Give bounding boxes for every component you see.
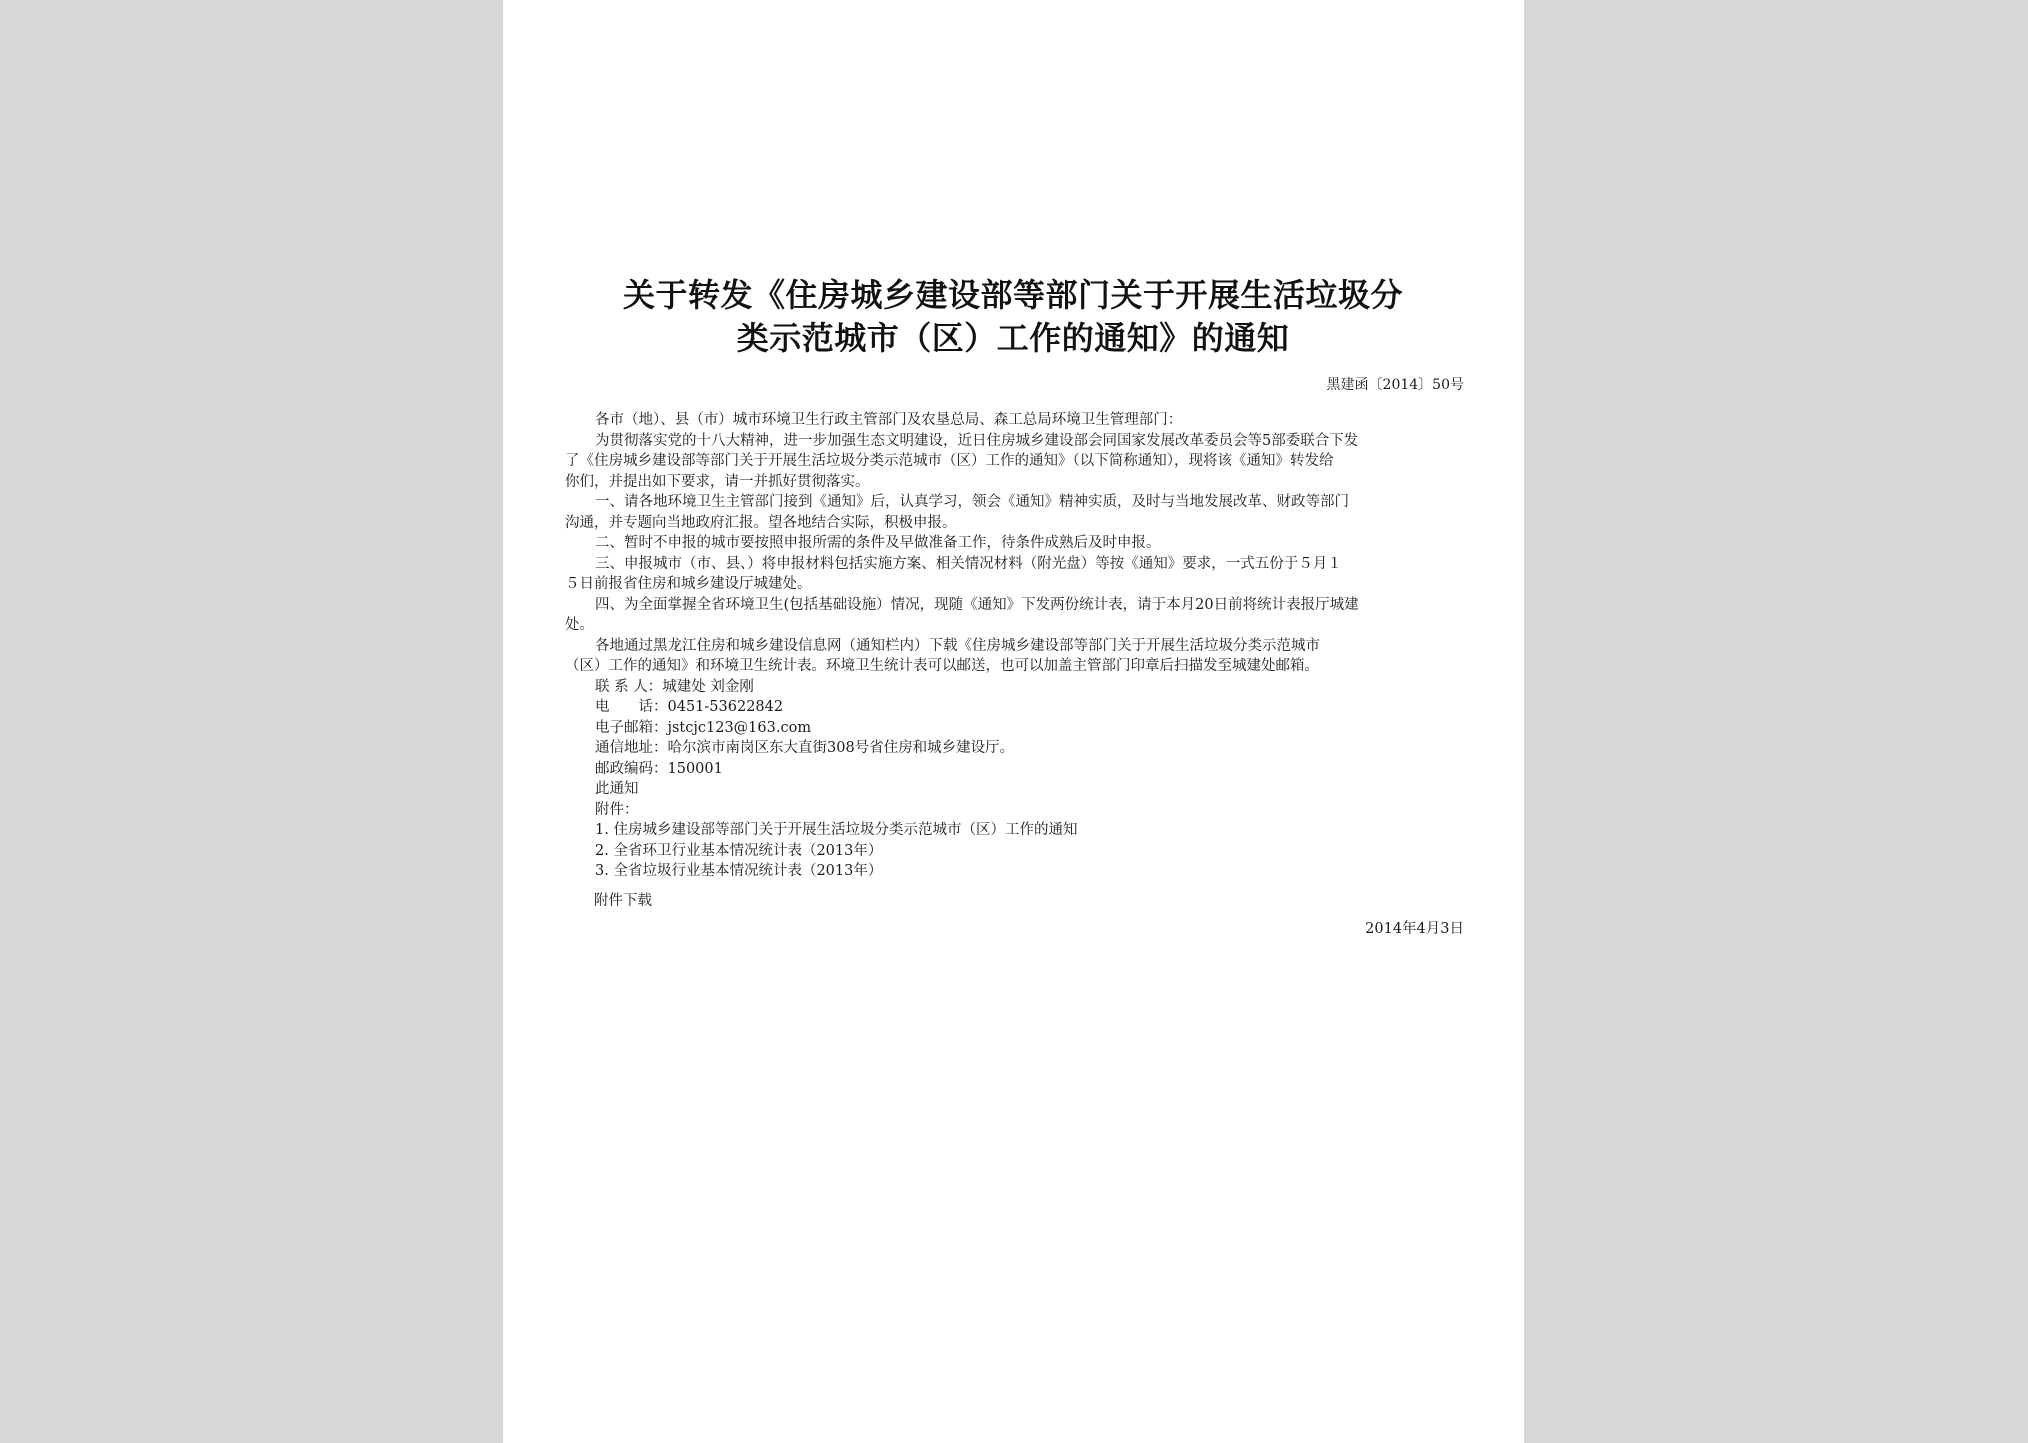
document-title-line-1: 关于转发《住房城乡建设部等部门关于开展生活垃圾分 bbox=[622, 276, 1403, 314]
contact-email: 电子邮箱：jstcjc123@163.com bbox=[595, 719, 812, 736]
note-line: （区）工作的通知》和环境卫生统计表。环境卫生统计表可以邮送，也可以加盖主管部门印章后扫描发至城建处邮箱。 bbox=[565, 658, 1319, 674]
salutation: 各市（地）、县（市）城市环境卫生行政主管部门及农垦总局、森工总局环境卫生管理部门： bbox=[595, 412, 1183, 428]
item-3-line: 三、申报城市（市、县、）将申报材料包括实施方案、相关情况材料（附光盘）等按《通知》要求，一式五份于５月１ bbox=[595, 555, 1342, 572]
note-line: 各地通过黑龙江住房和城乡建设信息网（通知栏内）下载《住房城乡建设部等部门关于开展生活垃圾分类示范城市 bbox=[595, 637, 1320, 654]
intro-line: 为贯彻落实党的十八大精神，进一步加强生态文明建设，近日住房城乡建设部会同国家发展改革委员会等5部委联合下发 bbox=[595, 432, 1359, 449]
document-title-line-2: 类示范城市（区）工作的通知》的通知 bbox=[736, 319, 1290, 357]
closing-text: 此通知 bbox=[595, 781, 639, 797]
item-3-line: ５日前报省住房和城乡建设厅城建处。 bbox=[565, 576, 812, 592]
intro-line: 了《住房城乡建设部等部门关于开展生活垃圾分类示范城市（区）工作的通知》（以下简称通知），现将该《通知》转发给 bbox=[565, 453, 1334, 469]
contact-phone: 电 话：0451-53622842 bbox=[595, 699, 784, 715]
attachments-label: 附件： bbox=[595, 801, 639, 818]
item-4-line: 处。 bbox=[565, 617, 594, 633]
document-date: 2014年4月3日 bbox=[1365, 921, 1464, 937]
item-4-line: 四、为全面掌握全省环境卫生(包括基础设施）情况，现随《通知》下发两份统计表，请于本月20日前将统计表报厅城建 bbox=[595, 596, 1359, 613]
contact-person: 联 系 人：城建处 刘金刚 bbox=[595, 678, 754, 695]
attachment-item: 2. 全省环卫行业基本情况统计表（2013年） bbox=[595, 842, 883, 859]
attachment-download-link[interactable]: 附件下载 bbox=[594, 893, 652, 909]
document-body bbox=[565, 410, 1465, 882]
document-page bbox=[503, 0, 1524, 1443]
document-number: 黑建函〔2014〕50号 bbox=[1326, 377, 1464, 393]
item-1-line: 一、请各地环境卫生主管部门接到《通知》后，认真学习，领会《通知》精神实质，及时与当地发展改革、财政等部门 bbox=[595, 494, 1349, 510]
attachment-item: 3. 全省垃圾行业基本情况统计表（2013年） bbox=[595, 863, 883, 879]
contact-postcode: 邮政编码：150001 bbox=[595, 760, 723, 777]
contact-address: 通信地址：哈尔滨市南岗区东大直街308号省住房和城乡建设厅。 bbox=[595, 740, 1015, 756]
item-2-line: 二、暂时不申报的城市要按照申报所需的条件及早做准备工作，待条件成熟后及时申报。 bbox=[595, 535, 1161, 551]
intro-line: 你们，并提出如下要求，请一并抓好贯彻落实。 bbox=[565, 473, 870, 490]
item-1-line: 沟通，并专题向当地政府汇报。望各地结合实际，积极申报。 bbox=[565, 514, 957, 531]
attachment-item: 1. 住房城乡建设部等部门关于开展生活垃圾分类示范城市（区）工作的通知 bbox=[595, 822, 1078, 838]
